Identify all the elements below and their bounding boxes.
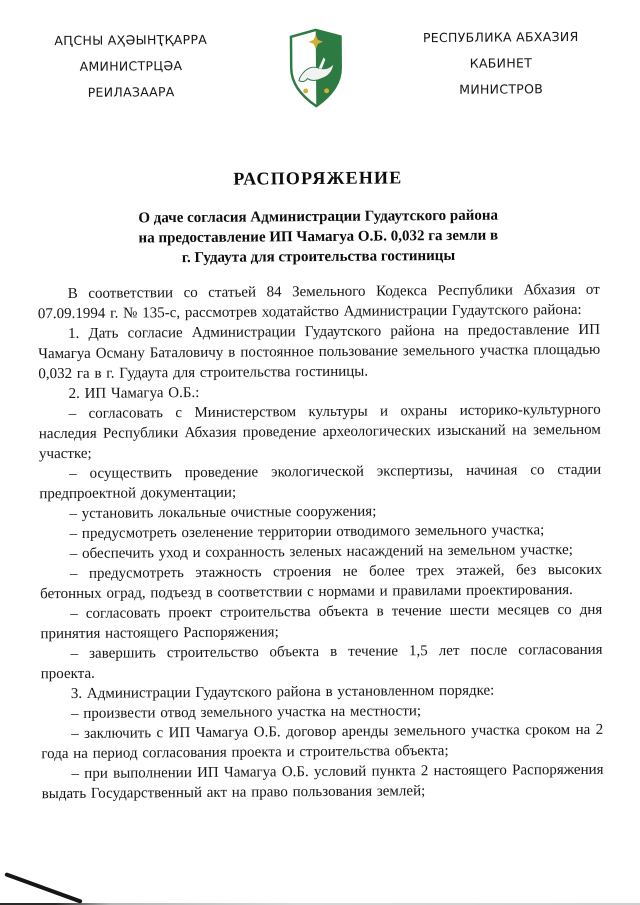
header-right-line: КАБИНЕТ [469, 55, 533, 71]
preamble-paragraph: В соответствии со статьей 84 Земельного Кодекса Республики Абхазия от 07.09.1994 г. № 135-с, рассмотрев ходатайство Администрации Гудаутского района: [37, 281, 600, 323]
subtitle-line: на предоставление ИП Чамагуа О.Б. 0,032 га земли в [138, 227, 499, 247]
clause-2: 2. ИП Чамагуа О.Б.: [68, 384, 200, 402]
header-left-line: РЕИЛАЗААРА [87, 84, 175, 100]
header-left-abkhaz [31, 27, 232, 107]
document-title: РАСПОРЯЖЕНИЕ [233, 167, 403, 189]
clause-1: 1. Дать согласие Администрации Гудаутского района на предоставление ИП Чамагуа Осману Баталовичу в постоянное пользование земельного участка площадью 0,032 га в г. Гудаута для строительства гостиницы. [38, 321, 601, 383]
header-right-line: МИНИСТРОВ [459, 81, 544, 97]
clause-2-item: – установить локальные очистные сооружения; [69, 503, 377, 522]
abkhazia-emblem-icon [287, 28, 346, 108]
clause-2-item: – согласовать с Министерством культуры и охраны историко-культурного наследия Республики Абхазия проведение археологических изысканий на земельном участке; [38, 401, 601, 463]
document-header [0, 0, 637, 111]
clause-2-item: – предусмотреть озеленение территории отводимого земельного участка; [69, 522, 545, 542]
clause-2-item: – обеспечить уход и сохранность зеленых насаждений на земельном участке; [69, 542, 573, 562]
clause-3-item: – заключить с ИП Чамагуа О.Б. договор аренды земельного участка сроком на 2 года на период согласования проекта и строительства объекта; [41, 721, 604, 763]
clause-2-item: – согласовать проект строительства объекта в течение шести месяцев со дня принятия настоящего Распоряжения; [40, 601, 603, 643]
clause-2-item: – осуществить проведение экологической экспертизы, начиная со стадии предпроектной документации; [39, 461, 602, 503]
clause-3: 3. Администрации Гудаутского района в установленном порядке: [70, 682, 495, 702]
header-right-russian [401, 24, 602, 104]
header-left-line: АМИНИСТРЦӘА [79, 58, 183, 74]
document-body [38, 280, 604, 804]
subtitle-line: О даче согласия Администрации Гудаутского района [138, 207, 499, 227]
coat-of-arms-icon [281, 26, 352, 109]
clause-2-item: – завершить строительство объекта в течение 1,5 лет после согласования проекта. [40, 641, 603, 683]
header-right-line: РЕСПУБЛИКА АБХАЗИЯ [422, 28, 579, 46]
clause-2-item: – предусмотреть этажность строения не более трех этажей, без высоких бетонных оград, подъезд в соответствии с нормами и правилами проектирования. [40, 561, 602, 603]
header-left-line: АԤСНЫ АҲӘЫНҬҚАРРА [54, 31, 208, 49]
subtitle-line: г. Гудаута для строительства гостиницы [181, 247, 456, 267]
clause-3-item: – при выполнении ИП Чамагуа О.Б. условий пункта 2 настоящего Распоряжения выдать Государственный акт на право пользования землей; [41, 761, 604, 803]
clause-3-item: – произвести отвод земельного участка на местности; [70, 703, 422, 722]
document-subtitle [0, 204, 639, 269]
